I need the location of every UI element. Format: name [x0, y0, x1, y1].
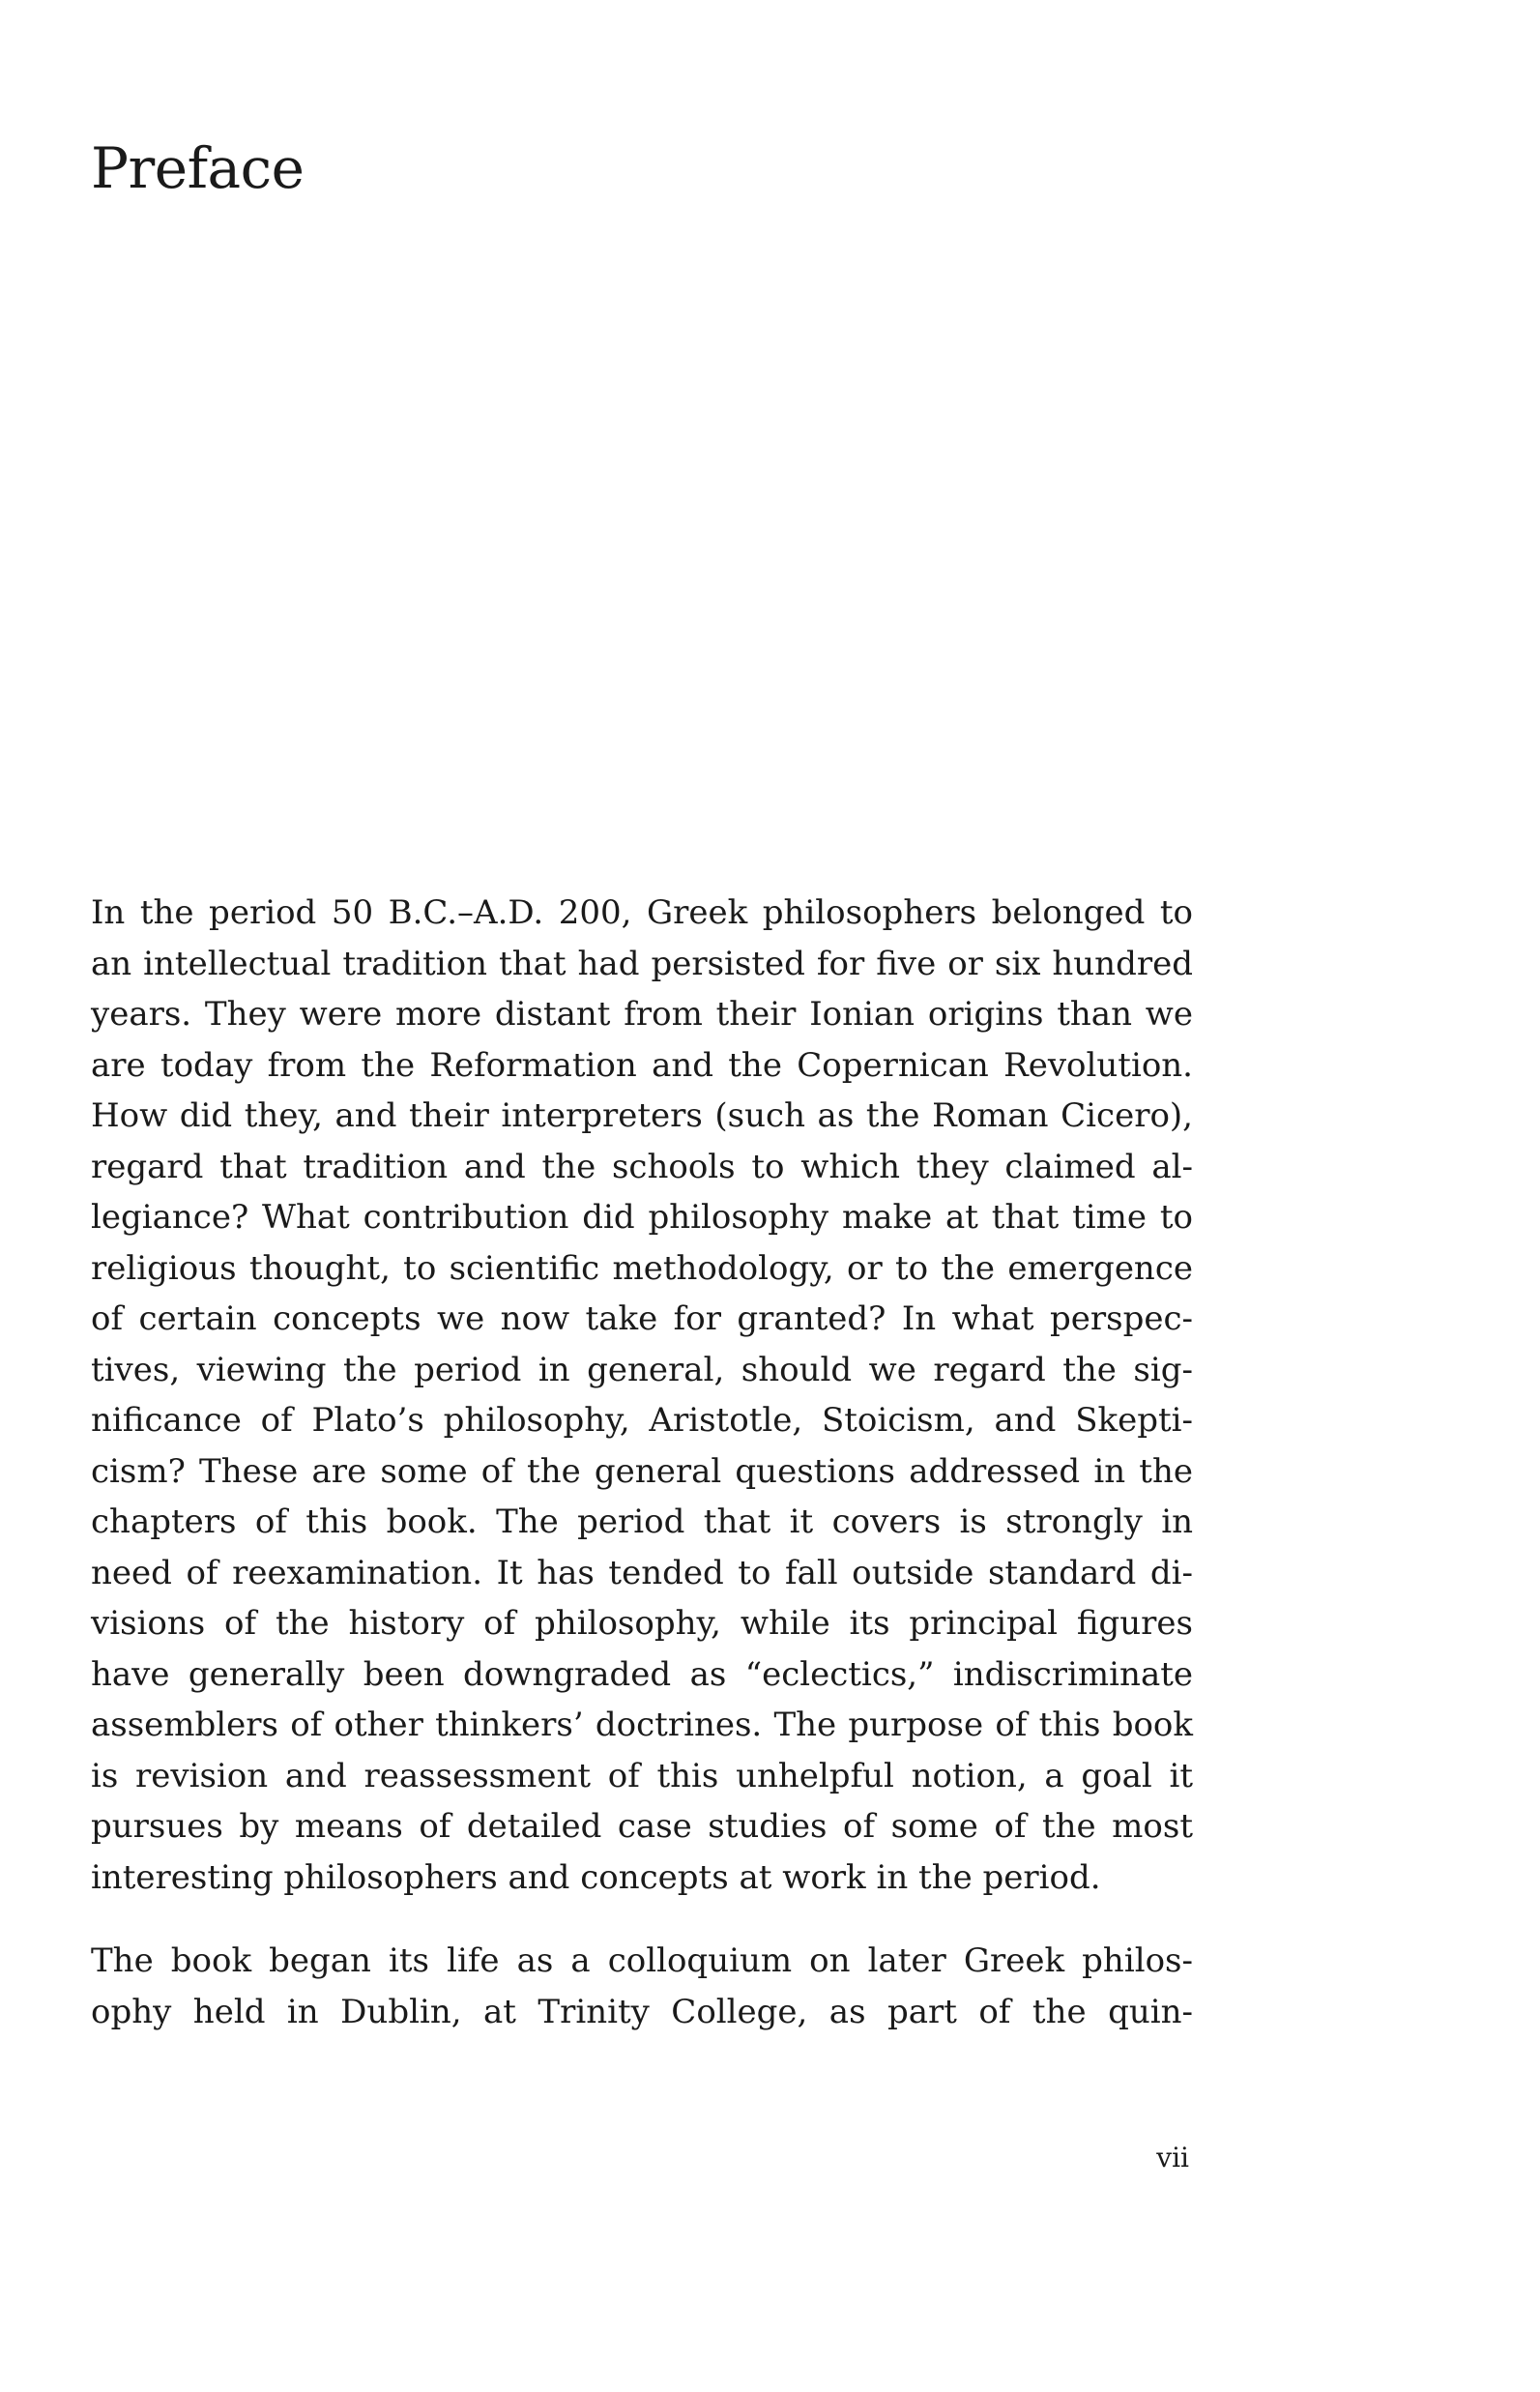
- text-line: of certain concepts we now take for granted? In what perspec-: [91, 1299, 1193, 1338]
- text-line: are today from the Reformation and the Copernican Revolution.: [91, 1045, 1193, 1085]
- preface-paragraph-1: [91, 888, 1193, 1903]
- text-line: How did they, and their interpreters (such as the Roman Cicero),: [91, 1096, 1193, 1135]
- text-line: years. They were more distant from their Ionian origins than we: [91, 995, 1193, 1034]
- page-number: vii: [1156, 2142, 1189, 2173]
- text-line: chapters of this book. The period that it covers is strongly in: [91, 1502, 1193, 1541]
- text-line: The book began its life as a colloquium on later Greek philos-: [91, 1941, 1193, 1980]
- preface-paragraph-2: [91, 1936, 1193, 2037]
- text-line: an intellectual tradition that had persisted for five or six hundred: [91, 944, 1193, 983]
- text-line: In the period 50 B.C.–A.D. 200, Greek philosophers belonged to: [91, 893, 1193, 932]
- text-line: ophy held in Dublin, at Trinity College, as part of the quin-: [91, 1992, 1193, 2031]
- text-line: have generally been downgraded as “eclectics,” indiscriminate: [91, 1654, 1193, 1694]
- text-line: is revision and reassessment of this unhelpful notion, a goal it: [91, 1756, 1193, 1795]
- text-line: regard that tradition and the schools to which they claimed al-: [91, 1147, 1193, 1186]
- text-line: need of reexamination. It has tended to fall outside standard di-: [91, 1553, 1193, 1592]
- text-line: nificance of Plato’s philosophy, Aristotle, Stoicism, and Skepti-: [91, 1401, 1193, 1440]
- text-line: interesting philosophers and concepts at work in the period.: [91, 1857, 1101, 1897]
- text-line: religious thought, to scientific methodology, or to the emergence: [91, 1248, 1193, 1288]
- text-line: cism? These are some of the general questions addressed in the: [91, 1451, 1193, 1491]
- text-line: legiance? What contribution did philosophy make at that time to: [91, 1198, 1193, 1237]
- text-line: assemblers of other thinkers’ doctrines. The purpose of this book: [91, 1706, 1193, 1744]
- chapter-title: Preface: [91, 135, 305, 201]
- text-line: pursues by means of detailed case studies of some of the most: [91, 1807, 1193, 1846]
- text-line: tives, viewing the period in general, should we regard the sig-: [91, 1350, 1193, 1389]
- text-line: visions of the history of philosophy, while its principal figures: [91, 1604, 1193, 1643]
